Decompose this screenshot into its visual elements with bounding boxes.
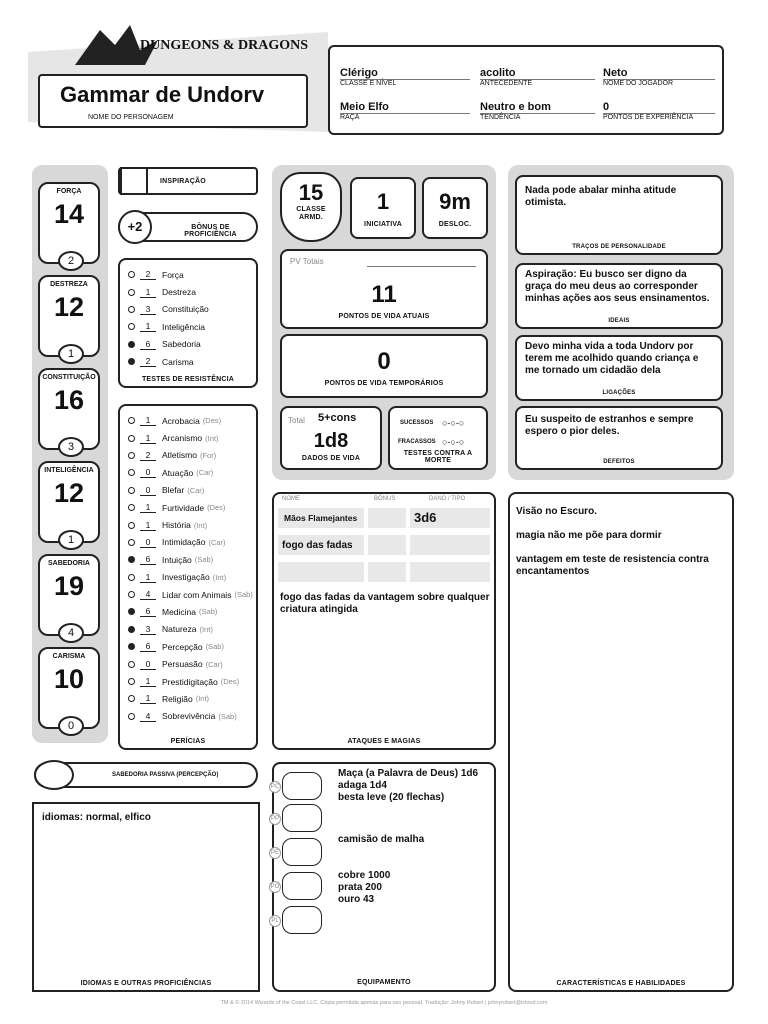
header-field-class[interactable]: Clérigo CLASSE E NÍVEL: [340, 67, 470, 87]
inspiration-box[interactable]: [120, 167, 148, 195]
bonus-value: 0: [140, 467, 156, 478]
bonus-value: 2: [140, 356, 156, 367]
footer-copyright: TM & © 2014 Wizards of the Coast LLC. Cópia permitida apenas para uso pessoal. Tradução: Johny Robert | johnyrobert@icloud.com: [220, 1000, 548, 1006]
attr-label: (Sab): [199, 607, 218, 617]
bonds[interactable]: Devo minha vida a toda Undorv por terem me acolhido quando criança e me tornado um cidadão dela LIGAÇÕES: [515, 335, 723, 401]
proficiency-label: BÔNUS DE PROFICIÊNCIA: [184, 224, 237, 238]
skill-row[interactable]: [128, 464, 256, 481]
character-name: Gammar de Undorv: [60, 82, 265, 107]
proficiency-dot-icon[interactable]: [128, 661, 135, 668]
skill-row[interactable]: [128, 621, 256, 638]
languages-box[interactable]: idiomas: normal, elfico IDIOMAS E OUTRAS PROFICIÊNCIAS: [32, 802, 260, 992]
ideals[interactable]: Aspiração: Eu busco ser digno da graça do meu deus ao corresponder minhas ações aos seus ensinamentos. IDEAIS: [515, 263, 723, 329]
bonus-value: 6: [140, 606, 156, 617]
personality-traits[interactable]: Nada pode abalar minha atitude otimista. TRAÇOS DE PERSONALIDADE: [515, 175, 723, 255]
row-label: Intuição: [162, 554, 192, 565]
row-label: História: [162, 520, 191, 531]
skill-row[interactable]: [128, 534, 256, 551]
skill-row[interactable]: [128, 603, 256, 620]
row-label: Percepção: [162, 641, 203, 652]
coin-sp[interactable]: PP: [282, 804, 322, 832]
flaws[interactable]: Eu suspeito de estranhos e sempre espero o pior deles. DEFEITOS: [515, 406, 723, 470]
proficiency-dot-icon[interactable]: [128, 713, 135, 720]
save-row[interactable]: [128, 266, 256, 283]
skill-row[interactable]: [128, 690, 256, 707]
bonus-value: 6: [140, 554, 156, 565]
save-row[interactable]: [128, 318, 256, 335]
skill-row[interactable]: [128, 708, 256, 725]
proficiency-dot-icon[interactable]: [128, 504, 135, 511]
skill-row[interactable]: [128, 499, 256, 516]
attack-notes[interactable]: fogo das fadas da vantagem sobre qualquer criatura atingida: [280, 592, 490, 615]
bonus-value: 6: [140, 339, 156, 350]
skill-row[interactable]: [128, 586, 256, 603]
attr-label: (Car): [187, 485, 205, 495]
skill-row[interactable]: [128, 447, 256, 464]
hit-dice-box[interactable]: Total 5+cons 1d8 DADOS DE VIDA: [280, 406, 382, 470]
save-row[interactable]: [128, 283, 256, 300]
row-label: Atletismo: [162, 450, 197, 461]
saves-title: TESTES DE RESISTÊNCIA: [141, 376, 235, 383]
attr-label: (Car): [196, 468, 214, 478]
bonus-value: 4: [140, 589, 156, 600]
proficiency-dot-icon[interactable]: [128, 608, 135, 615]
character-name-box[interactable]: [38, 74, 308, 128]
attack-row-3-name[interactable]: [278, 562, 364, 582]
save-row[interactable]: [128, 336, 256, 353]
ability-wisdom[interactable]: SABEDORIA 19 4: [38, 554, 100, 636]
bonus-value: 1: [140, 676, 156, 687]
attacks-box: NOME BÔNUS DANO / TIPO Mãos Flamejantes 3d6 fogo das fadas fogo das fadas da vantagem sobre qualquer criatura atingida ATAQUES E MAGIAS: [272, 492, 496, 750]
attack-row-2-damage[interactable]: [410, 535, 490, 555]
proficiency-dot-icon[interactable]: [128, 323, 135, 330]
hp-current-box[interactable]: PV Totais 11 PONTOS DE VIDA ATUAIS: [280, 249, 488, 329]
bonus-value: 2: [140, 450, 156, 461]
skill-row[interactable]: [128, 569, 256, 586]
bonus-value: 1: [140, 415, 156, 426]
ability-mod: 1: [58, 344, 84, 364]
proficiency-dot-icon[interactable]: [128, 695, 135, 702]
row-label: Carisma: [162, 356, 194, 367]
ability-mod: 1: [58, 530, 84, 550]
ability-mod: 3: [58, 437, 84, 457]
header-field-race[interactable]: Meio Elfo RAÇA: [340, 101, 470, 121]
row-label: Constituição: [162, 304, 209, 315]
attr-label: (For): [199, 450, 217, 460]
proficiency-dot-icon[interactable]: [128, 539, 135, 546]
hp-temp-box[interactable]: 0 PONTOS DE VIDA TEMPORÁRIOS: [280, 334, 488, 398]
attack-row-3-bonus[interactable]: [368, 562, 406, 582]
row-label: Furtividade: [162, 502, 205, 513]
row-label: Atuação: [162, 467, 194, 478]
proficiency-dot-icon[interactable]: [128, 341, 135, 348]
proficiency-field[interactable]: [118, 212, 258, 242]
bonus-value: 1: [140, 693, 156, 704]
header-field-alignment[interactable]: Neutro e bom TENDÊNCIA: [480, 101, 595, 121]
ability-mod: 2: [58, 251, 84, 271]
bonus-value: 2: [140, 269, 156, 280]
row-label: Prestidigitação: [162, 676, 218, 687]
passive-perception[interactable]: SABEDORIA PASSIVA (PERCEPÇÃO): [34, 762, 258, 788]
skill-row[interactable]: [128, 673, 256, 690]
attr-label: (Sab): [218, 711, 237, 721]
attack-row-1-bonus[interactable]: [368, 508, 406, 528]
equipment-list: Maça (a Palavra de Deus) 1d6 adaga 1d4 besta leve (20 flechas) camisão de malha cobre 1000 prata 200 ouro 43: [338, 768, 479, 905]
skill-row[interactable]: [128, 429, 256, 446]
proficiency-dot-icon[interactable]: [128, 306, 135, 313]
row-label: Lidar com Animais: [162, 589, 232, 600]
speed-box[interactable]: 9m DESLOC.: [422, 177, 488, 239]
attr-label: (Sab): [205, 642, 224, 652]
character-name-label: NOME DO PERSONAGEM: [88, 114, 174, 121]
proficiency-dot-icon[interactable]: [128, 417, 135, 424]
proficiency-dot-icon[interactable]: [128, 678, 135, 685]
row-label: Persuasão: [162, 659, 203, 670]
ability-mod: 4: [58, 623, 84, 643]
proficiency-dot-icon[interactable]: [128, 643, 135, 650]
features-box[interactable]: Visão no Escuro. magia não me põe para dormir vantagem em teste de resistencia contra encantamentos CARACTERÍSTICAS E HABILIDADES: [508, 492, 734, 992]
row-label: Blefar: [162, 485, 185, 496]
bonus-value: 4: [140, 711, 156, 722]
saving-throws-box: [118, 258, 258, 388]
skill-row[interactable]: [128, 655, 256, 672]
row-label: Sabedoria: [162, 339, 201, 350]
bonus-value: 6: [140, 641, 156, 652]
equipment-label: EQUIPAMENTO: [357, 979, 411, 986]
row-label: Inteligência: [162, 321, 206, 332]
attack-row-3-damage[interactable]: [410, 562, 490, 582]
death-fail-label: FRACASSOS: [398, 439, 436, 445]
bonus-value: 0: [140, 485, 156, 496]
bonus-value: 0: [140, 537, 156, 548]
header-info-box: [328, 45, 724, 135]
attr-label: (Int): [195, 694, 210, 704]
attr-label: (Int): [205, 433, 219, 443]
proficiency-dot-icon[interactable]: [128, 574, 135, 581]
bonus-value: 1: [140, 321, 156, 332]
coin-gp[interactable]: PO: [282, 872, 322, 900]
ability-strength[interactable]: FORÇA 14 2: [38, 182, 100, 264]
row-label: Medicina: [162, 606, 197, 617]
coin-cp[interactable]: PC: [282, 772, 322, 800]
bonus-value: 1: [140, 572, 156, 583]
header-field-xp[interactable]: 0 PONTOS DE EXPERIÊNCIA: [603, 101, 715, 121]
row-label: Destreza: [162, 287, 197, 298]
skills-box: [118, 404, 258, 750]
death-saves-box[interactable]: SUCESSOS ○-○-○ FRACASSOS ○-○-○ TESTES CONTRA A MORTE: [388, 406, 488, 470]
skill-row[interactable]: [128, 516, 256, 533]
ability-dexterity[interactable]: DESTREZA 12 1: [38, 275, 100, 357]
bonus-value: 1: [140, 433, 156, 444]
logo-text: DUNGEONS & DRAGONS: [140, 38, 309, 53]
saves-list: [128, 266, 256, 370]
skill-row[interactable]: [128, 412, 256, 429]
coin-pp[interactable]: PL: [282, 906, 322, 934]
attr-label: (Int): [212, 572, 227, 582]
attack-row-2-name[interactable]: fogo das fadas: [278, 535, 364, 555]
death-success-label: SUCESSOS: [400, 420, 434, 426]
row-label: Arcanismo: [162, 433, 203, 444]
inspiration-field[interactable]: [118, 167, 258, 195]
attr-label: (Sab): [234, 590, 253, 600]
row-label: Intimidação: [162, 537, 206, 548]
attack-row-1-name[interactable]: Mãos Flamejantes: [278, 508, 364, 528]
proficiency-dot-icon[interactable]: [128, 487, 135, 494]
proficiency-dot-icon[interactable]: [128, 358, 135, 365]
attr-label: (Sab): [194, 555, 214, 565]
proficiency-dot-icon[interactable]: [128, 271, 135, 278]
death-success-circles[interactable]: ○-○-○: [442, 418, 465, 428]
ability-charisma[interactable]: CARISMA 10 0: [38, 647, 100, 729]
bonus-value: 1: [140, 520, 156, 531]
ability-mod: 0: [58, 716, 84, 736]
skill-row[interactable]: [128, 551, 256, 568]
skills-title: PERÍCIAS: [170, 738, 206, 745]
bonus-value: 1: [140, 287, 156, 298]
header-field-background[interactable]: acolito ANTECEDENTE: [480, 67, 595, 87]
initiative-box[interactable]: 1 INICIATIVA: [350, 177, 416, 239]
bonus-value: 3: [140, 624, 156, 635]
proficiency-dot-icon[interactable]: [128, 591, 135, 598]
attr-label: (Des): [207, 503, 226, 513]
armor-class-shield[interactable]: 15 CLASSE ARMD.: [280, 172, 342, 242]
row-label: Natureza: [162, 624, 197, 635]
coin-ep[interactable]: PE: [282, 838, 322, 866]
skill-row[interactable]: [128, 638, 256, 655]
proficiency-dot-icon[interactable]: [128, 452, 135, 459]
proficiency-dot-icon[interactable]: [128, 435, 135, 442]
attr-label: (Car): [205, 659, 223, 669]
bonus-value: 3: [140, 304, 156, 315]
proficiency-dot-icon[interactable]: [128, 469, 135, 476]
bonus-value: 0: [140, 659, 156, 670]
proficiency-dot-icon[interactable]: [128, 289, 135, 296]
attr-label: (Int): [199, 624, 213, 634]
skills-list: [128, 412, 256, 725]
ability-constitution[interactable]: CONSTITUIÇÃO 16 3: [38, 368, 100, 450]
inspiration-label: INSPIRAÇÃO: [160, 178, 206, 185]
proficiency-value: +2: [118, 210, 152, 244]
bonus-value: 1: [140, 502, 156, 513]
row-label: Religião: [162, 693, 193, 704]
attack-row-2-bonus[interactable]: [368, 535, 406, 555]
header-field-player[interactable]: Neto NOME DO JOGADOR: [603, 67, 715, 87]
save-row[interactable]: [128, 301, 256, 318]
proficiency-dot-icon[interactable]: [128, 556, 135, 563]
save-row[interactable]: [128, 353, 256, 370]
attr-label: (Car): [208, 537, 226, 547]
attr-label: (Int): [193, 520, 208, 530]
row-label: Sobrevivência: [162, 711, 216, 722]
attr-label: (Des): [220, 677, 240, 687]
skill-row[interactable]: [128, 482, 256, 499]
ability-intelligence[interactable]: INTELIGÊNCIA 12 1: [38, 461, 100, 543]
proficiency-dot-icon[interactable]: [128, 522, 135, 529]
row-label: Acrobacia: [162, 415, 200, 426]
death-fail-circles[interactable]: ○-○-○: [442, 437, 465, 447]
proficiency-dot-icon[interactable]: [128, 626, 135, 633]
attr-label: (Des): [202, 416, 222, 426]
attack-row-1-damage[interactable]: 3d6: [410, 508, 490, 528]
row-label: Investigação: [162, 572, 210, 583]
row-label: Força: [162, 269, 184, 280]
